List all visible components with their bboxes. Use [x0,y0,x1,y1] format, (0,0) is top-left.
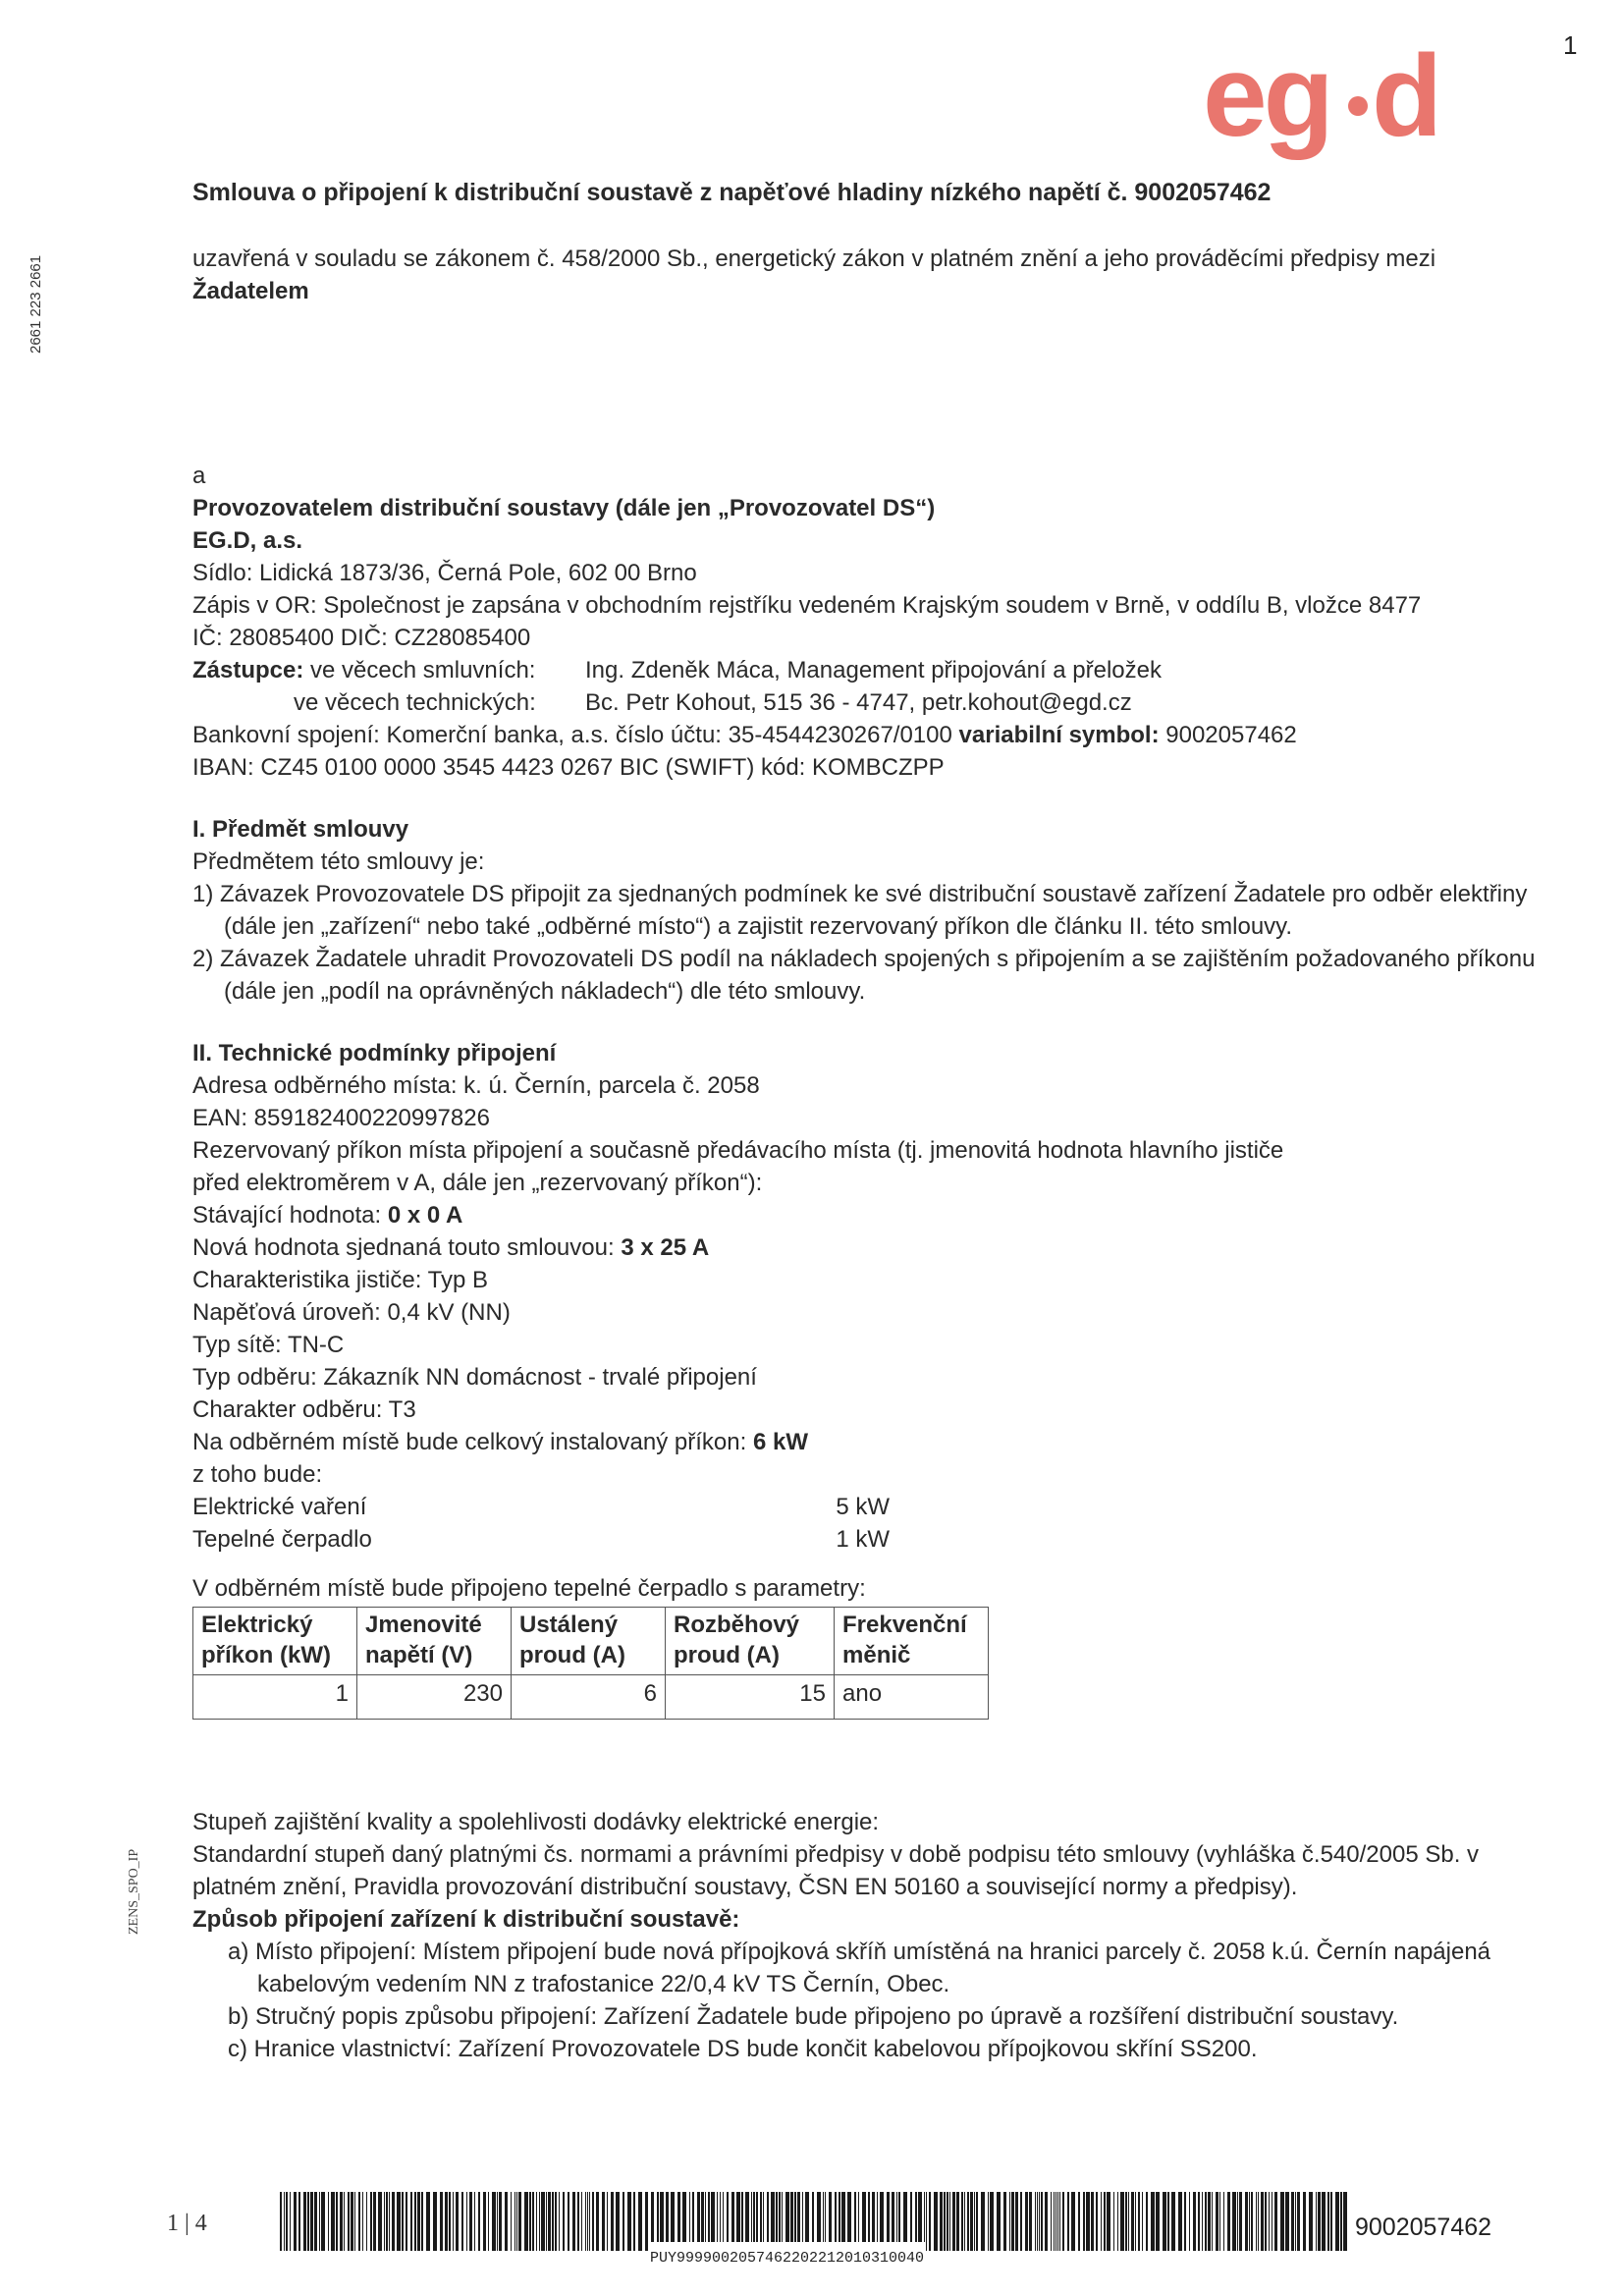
quality-heading: Stupeň zajištění kvality a spolehlivosti dodávky elektrické energie: [192,1809,880,1835]
variable-symbol-value: 9002057462 [1165,722,1297,748]
iban: IBAN: CZ45 0100 0000 3545 4423 0267 BIC (SWIFT) kód: KOMBCZPP [192,754,945,781]
new-value-row [192,1231,1547,1264]
power-item-label: Elektrické vaření [192,1494,367,1520]
table-cell: 15 [666,1675,835,1720]
existing-value-row [192,1199,1547,1231]
consumption-character: Charakter odběru: T3 [192,1396,416,1423]
svg-text:eg: eg [1203,37,1330,161]
applicant-label: Žadatelem [192,278,309,304]
svg-text:d: d [1372,37,1443,161]
site-address: Adresa odběrného místa: k. ú. Černín, parcela č. 2058 [192,1072,760,1099]
power-item-label: Tepelné čerpadlo [192,1526,372,1553]
side-form-code: ZENS_SPO_IP [127,1848,141,1935]
representative-tech-label: ve věcech technických: [294,689,536,716]
quality-text: Standardní stupeň daný platnými čs. normami a právními předpisy v době podpisu této smlouvy (vyhláška č.540/2005 Sb. v platném znění, Pravidla provozování distribuční soustavy, ČSN EN 50160 a související normy a předpisy). [192,1841,1480,1900]
new-value: 3 x 25 A [621,1234,710,1261]
page-number: 1 [1563,30,1578,60]
installed-power-label: Na odběrném místě bude celkový instalovaný příkon: [192,1429,747,1455]
intro-text: uzavřená v souladu se zákonem č. 458/2000 Sb., energetický zákon v platném znění a jeho prováděcími předpisy mezi [192,246,1436,272]
section-1-item-1: 1) Závazek Provozovatele DS připojit za sjednaných podmínek ke své distribuční soustavě zařízení Žadatele pro odběr elektřiny (dále jen „zařízení“ nebo také „odběrné místo“) a zajistit rezervovaný příkon dle článku II. této smlouvy. [192,881,1528,940]
section-1-intro: Předmětem této smlouvy je: [192,848,485,875]
representative-contract-row [192,654,1547,686]
breaker-characteristic: Charakteristika jističe: Typ B [192,1267,488,1293]
existing-value: 0 x 0 A [387,1202,463,1229]
egd-logo [1203,37,1497,165]
section-1-heading: I. Předmět smlouvy [192,816,409,843]
bank-account: Bankovní spojení: Komerční banka, a.s. číslo účtu: 35-4544230267/0100 [192,722,952,748]
method-item-c: c) Hranice vlastnictví: Zařízení Provozovatele DS bude končit kabelovou přípojkovou skříní SS200. [228,2036,1258,2062]
contract-title: Smlouva o připojení k distribuční soustavě z napěťové hladiny nízkého napětí č. 9002057462 [192,179,1272,206]
table-header-cell: Rozběhový proud (A) [666,1608,835,1675]
power-item [192,1523,890,1556]
power-item-value: 1 kW [836,1526,890,1553]
variable-symbol-label: variabilní symbol: [958,722,1160,748]
footer-page-counter: 1 | 4 [167,2211,207,2236]
table-header-row [193,1608,989,1675]
ean: EAN: 859182400220997826 [192,1105,490,1131]
barcode-number: 9002057462 [1355,2214,1492,2241]
power-item [192,1491,890,1523]
representative-tech-value: Bc. Petr Kohout, 515 36 - 4747, petr.kohout@egd.cz [585,689,1132,716]
installed-power-row [192,1426,1547,1458]
table-cell: 1 [193,1675,357,1720]
operator-heading: Provozovatelem distribuční soustavy (dále jen „Provozovatel DS“) [192,495,936,521]
side-reference-code: 2661 223 2661 [27,254,44,354]
reserved-power-line-1: Rezervovaný příkon místa připojení a současně předávacího místa (tj. jmenovitá hodnota hlavního jističe [192,1137,1284,1164]
voltage-level: Napěťová úroveň: 0,4 kV (NN) [192,1299,511,1326]
installed-power-value: 6 kW [752,1429,808,1455]
company-name: EG.D, a.s. [192,527,303,554]
reserved-power-line-2: před elektroměrem v A, dále jen „rezervovaný příkon“): [192,1170,763,1196]
table-row [193,1675,989,1720]
method-item-a: a) Místo připojení: Místem připojení bude nová přípojková skříň umístěná na hranici parcely č. 2058 k.ú. Černín napájená kabelovým vedením NN z trafostanice 22/0,4 kV TS Černín, Obec. [228,1939,1491,1997]
company-ids: IČ: 28085400 DIČ: CZ28085400 [192,625,531,651]
network-type: Typ sítě: TN-C [192,1332,345,1358]
representative-label: Zástupce: [192,657,304,683]
representative-contract-label: ve věcech smluvních: [310,657,536,683]
contract-body [192,243,1547,2065]
table-cell: ano [835,1675,989,1720]
table-header-cell: Frekvenční měnič [835,1608,989,1675]
heatpump-intro: V odběrném místě bude připojeno tepelné čerpadlo s parametry: [192,1575,866,1602]
table-header-cell: Jmenovité napětí (V) [357,1608,512,1675]
conjunction: a [192,463,206,489]
company-registry: Zápis v OR: Společnost je zapsána v obchodním rejstříku vedeném Krajským soudem v Brně, v oddílu B, vložce 8477 [192,592,1422,619]
representative-tech-row [192,686,1547,719]
table-cell: 230 [357,1675,512,1720]
existing-value-label: Stávající hodnota: [192,1202,382,1229]
bank-details [192,719,1547,751]
representative-contract-value: Ing. Zdeněk Máca, Management připojování a přeložek [585,657,1163,683]
table-cell: 6 [512,1675,666,1720]
consumption-type: Typ odběru: Zákazník NN domácnost - trvalé připojení [192,1364,757,1391]
barcode-label: PUY9999002057462202212010310040 [648,2242,926,2274]
of-which: z toho bude: [192,1461,323,1488]
new-value-label: Nová hodnota sjednaná touto smlouvou: [192,1234,615,1261]
method-heading: Způsob připojení zařízení k distribuční soustavě: [192,1906,740,1933]
table-header-cell: Ustálený proud (A) [512,1608,666,1675]
section-2-heading: II. Technické podmínky připojení [192,1040,557,1066]
method-item-b: b) Stručný popis způsobu připojení: Zařízení Žadatele bude připojeno po úpravě a rozšíření distribuční soustavy. [228,2003,1399,2030]
section-1-item-2: 2) Závazek Žadatele uhradit Provozovateli DS podíl na nákladech spojených s připojením a se zajištěním požadovaného příkonu (dále jen „podíl na oprávněných nákladech“) dle této smlouvy. [192,946,1536,1005]
company-seat: Sídlo: Lidická 1873/36, Černá Pole, 602 00 Brno [192,560,697,586]
power-item-value: 5 kW [836,1494,890,1520]
table-header-cell: Elektrický příkon (kW) [193,1608,357,1675]
heatpump-table [192,1607,989,1720]
